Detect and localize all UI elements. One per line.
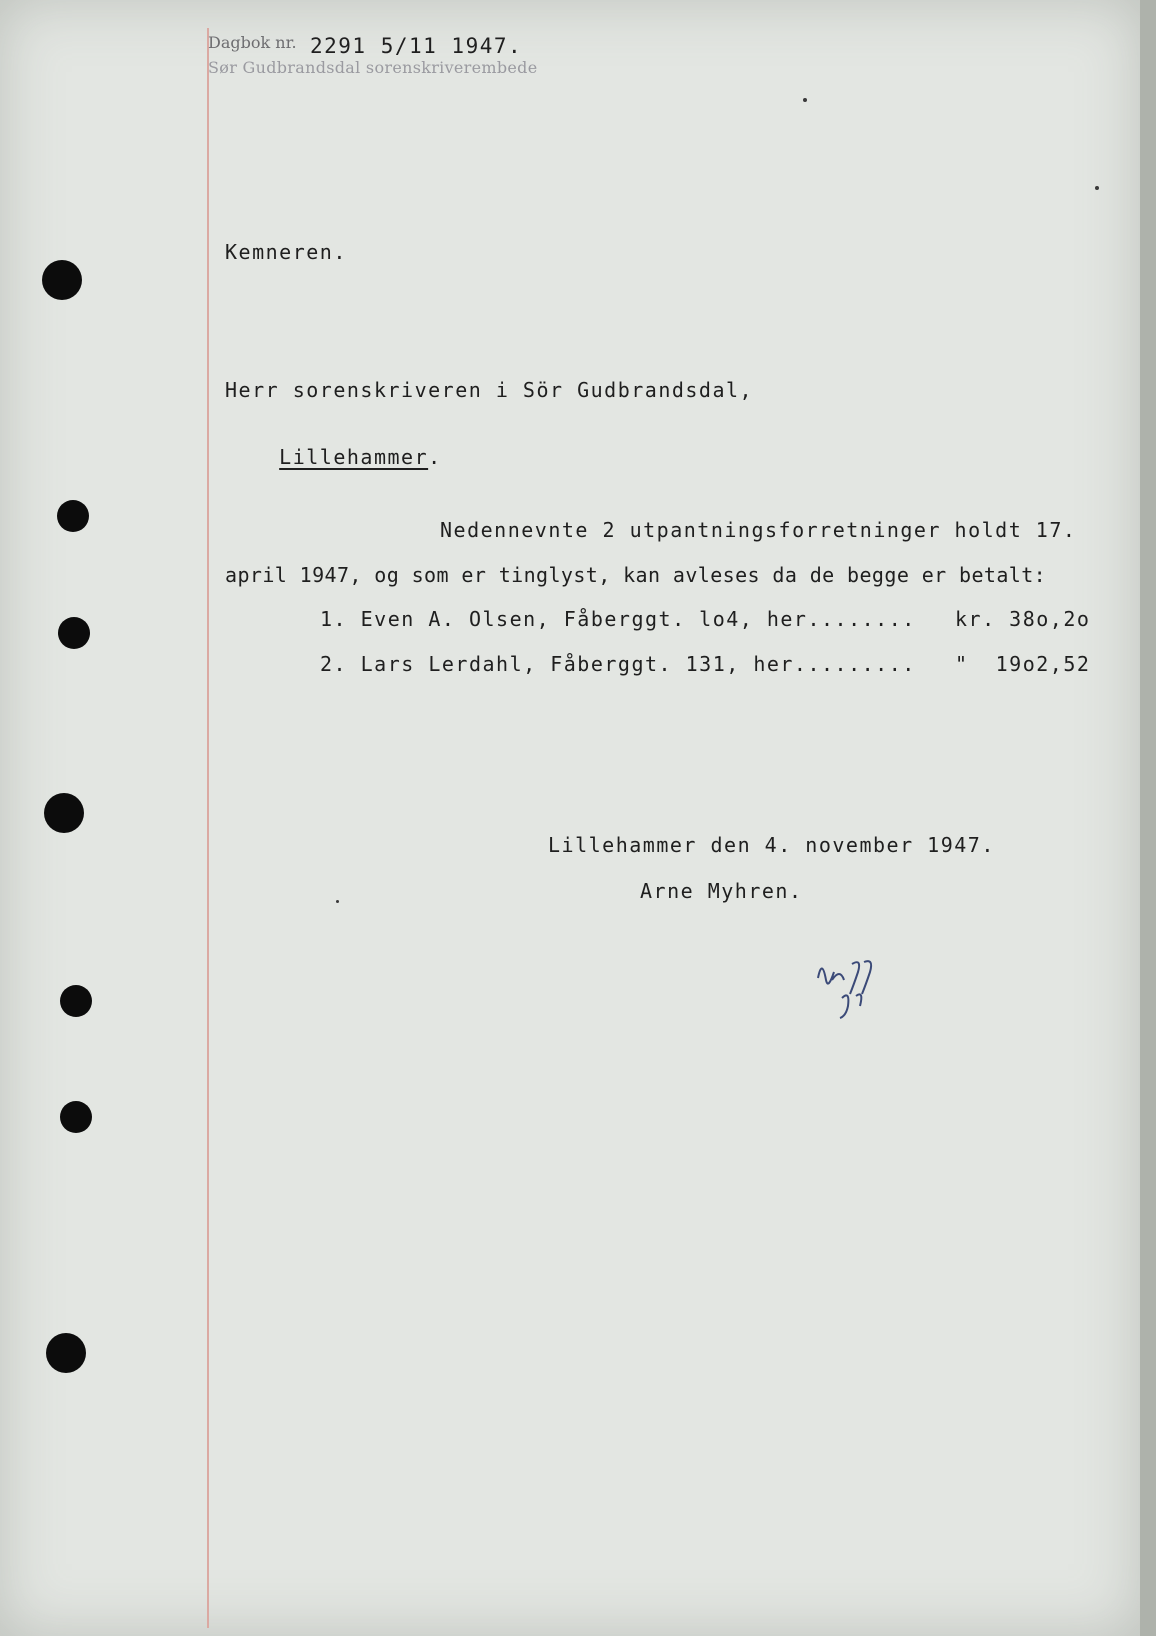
punch-hole-7	[46, 1333, 86, 1373]
punch-hole-2	[57, 500, 89, 532]
office-stamp: Sør Gudbrandsdal sorenskriverembede	[208, 58, 538, 77]
list-item-1-amount: kr. 38o,2o	[955, 607, 1091, 631]
recipient-city: Lillehammer	[279, 445, 429, 469]
journal-entry: 2291 5/11 1947.	[310, 34, 523, 58]
ink-speck	[336, 900, 339, 903]
list-item-2: 2. Lars Lerdahl, Fåberggt. 131, her.........	[320, 652, 916, 676]
ink-speck	[803, 98, 807, 102]
punch-hole-4	[44, 793, 84, 833]
list-item-1: 1. Even A. Olsen, Fåberggt. lo4, her........	[320, 607, 916, 631]
dagbok-stamp-label: Dagbok nr.	[208, 33, 297, 52]
ink-speck	[1095, 186, 1099, 190]
salutation: Herr sorenskriveren i Sör Gudbrandsdal,	[225, 378, 754, 402]
body-line-2: april 1947, og som er tinglyst, kan avleses da de begge er betalt:	[225, 563, 1047, 587]
signature-name: Arne Myhren.	[640, 879, 803, 903]
handwritten-initials	[812, 950, 902, 1020]
recipient-city-line	[225, 421, 442, 493]
punch-hole-5	[60, 985, 92, 1017]
punch-hole-1	[42, 260, 82, 300]
paper-edge	[1140, 0, 1156, 1636]
punch-hole-6	[60, 1101, 92, 1133]
margin-rule	[207, 28, 209, 1628]
letter-from: Kemneren.	[225, 240, 347, 264]
recipient-city-suffix: .	[428, 445, 442, 469]
list-item-2-amount: " 19o2,52	[955, 652, 1091, 676]
punch-hole-3	[58, 617, 90, 649]
date-line: Lillehammer den 4. november 1947.	[548, 833, 995, 857]
body-line-1: Nedennevnte 2 utpantningsforretninger holdt 17.	[440, 518, 1077, 542]
